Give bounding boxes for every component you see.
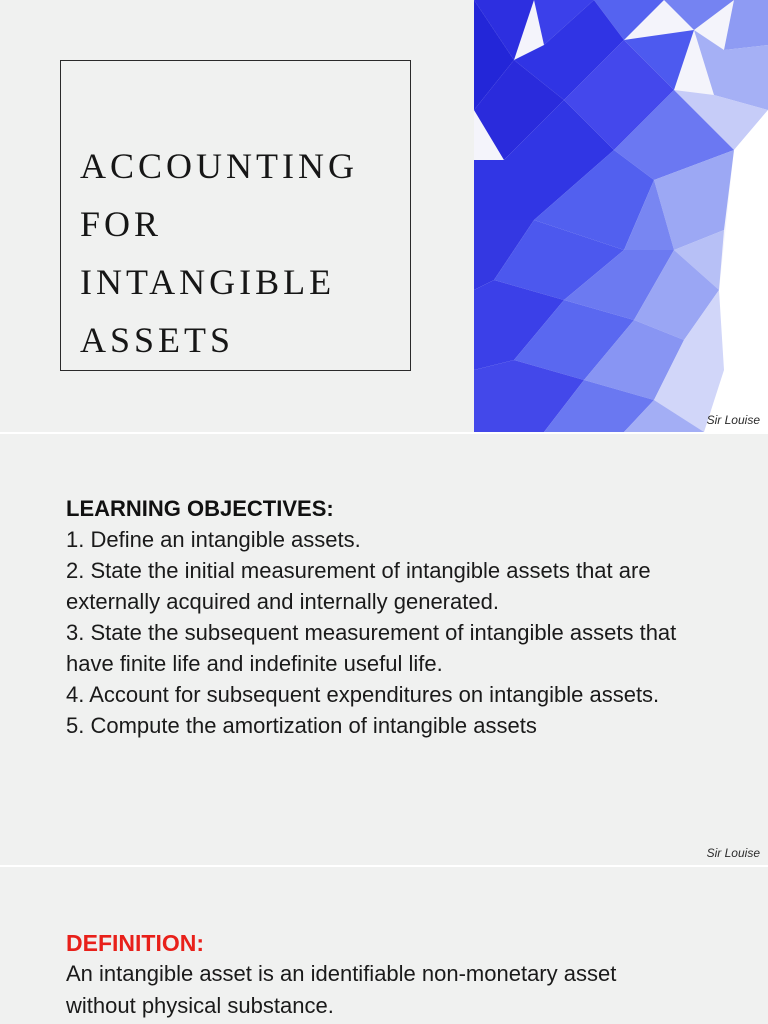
title-frame <box>60 60 411 371</box>
title-line: INTANGIBLE <box>80 262 336 302</box>
definition-slide <box>0 867 768 1024</box>
title-line: FOR <box>80 204 163 244</box>
objective-item: 4. Account for subsequent expenditures on intangible assets. <box>66 682 660 707</box>
title-line: ASSETS <box>80 320 235 360</box>
objective-item: 5. Compute the amortization of intangible assets <box>66 713 537 738</box>
author-credit: Sir Louise <box>706 413 760 427</box>
objective-item: 3. State the subsequent measurement of intangible assets that have finite life and indefinite useful life. <box>66 620 677 676</box>
definition-text: An intangible asset is an identifiable non-monetary asset without physical substance. <box>66 961 617 1018</box>
slide-title <box>80 137 358 369</box>
blue-polygon-mosaic-icon <box>474 0 768 432</box>
author-credit: Sir Louise <box>706 846 760 860</box>
title-line: ACCOUNTING <box>80 146 358 186</box>
objectives-slide <box>0 434 768 865</box>
objective-item: 1. Define an intangible assets. <box>66 527 361 552</box>
objectives-heading: LEARNING OBJECTIVES: <box>66 496 334 521</box>
definition-heading: DEFINITION: <box>66 930 204 956</box>
title-slide <box>0 0 768 432</box>
objectives-list <box>66 524 716 741</box>
objective-item: 2. State the initial measurement of intangible assets that are externally acquired and internally generated. <box>66 558 651 614</box>
objectives-block <box>66 493 716 741</box>
